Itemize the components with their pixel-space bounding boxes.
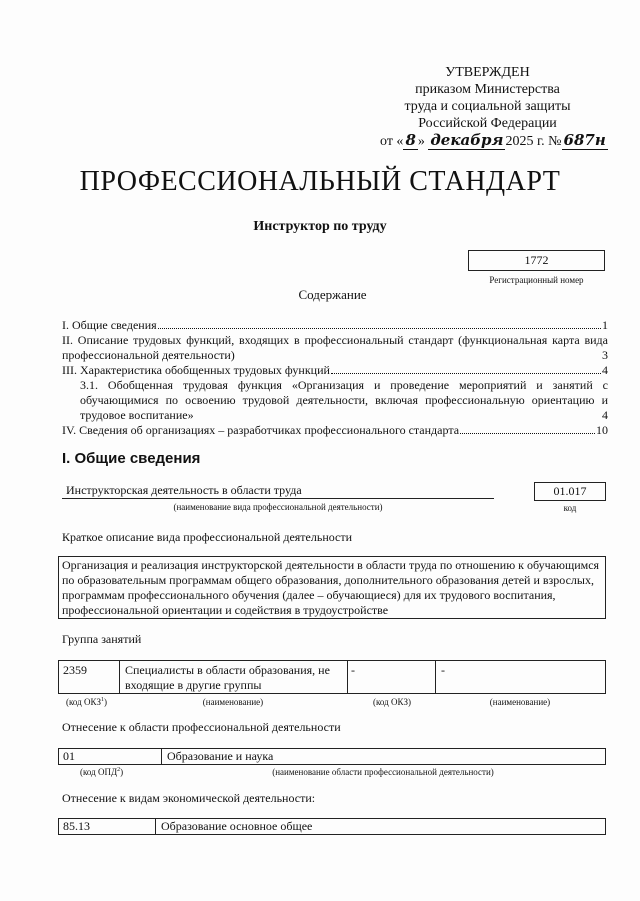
- toc-item-text: III. Характеристика обобщенных трудовых функций: [62, 363, 330, 377]
- econ-table: [58, 818, 606, 835]
- area-code: 01: [63, 749, 75, 763]
- econ-name: Образование основное общее: [161, 819, 313, 833]
- toc-item[interactable]: [62, 423, 608, 438]
- registration-label: Регистрационный номер: [489, 275, 584, 285]
- toc-item[interactable]: [62, 363, 608, 378]
- group-code-2: -: [351, 663, 355, 677]
- date-month: декабря: [430, 131, 504, 149]
- approval-stamp: [380, 64, 606, 150]
- date-prefix: от «: [380, 134, 404, 149]
- activity-caption: (наименование вида профессиональной деятельности): [173, 502, 383, 512]
- activity-code-box: 01.017: [534, 482, 606, 501]
- approval-line1: УТВЕРЖДЕН: [445, 65, 530, 80]
- toc-item-text: I. Общие сведения: [62, 318, 157, 332]
- toc-item-text: IV. Сведения об организациях – разработчиках профессионального стандарта: [62, 423, 460, 437]
- approval-line2: приказом Министерства: [415, 82, 560, 97]
- toc-item-page: 10: [596, 423, 608, 437]
- toc-item[interactable]: [62, 378, 608, 423]
- toc-item-page: 1: [602, 318, 608, 332]
- area-label: Отнесение к области профессиональной деятельности: [62, 720, 341, 734]
- okz-code-caption: (код ОКЗ$^1$): [66, 697, 107, 707]
- underline: [62, 498, 494, 499]
- toc-item-text: II. Описание трудовых функций, входящих в профессиональный стандарт (функциональная карта вида профессиональной деятельности): [62, 333, 608, 362]
- toc-item-text: 3.1. Обобщенная трудовая функция «Организация и проведение мероприятий и занятий с обучающимися по освоению трудовой деятельности, включая профессиональную ориентацию и трудовое воспитание»: [80, 378, 608, 422]
- toc-item-page: 4: [602, 363, 608, 377]
- approval-line4: Российской Федерации: [418, 116, 557, 131]
- econ-code: 85.13: [63, 819, 90, 833]
- group-name-1: Специалисты в области образования, не входящие в другие группы: [125, 663, 330, 692]
- standard-name: Инструктор по труду: [253, 219, 387, 234]
- toc-item-page: 3: [602, 348, 608, 362]
- order-number: 687н: [563, 131, 606, 149]
- occupation-group-label: Группа занятий: [62, 632, 142, 646]
- approval-line3: труда и социальной защиты: [404, 99, 571, 114]
- brief-description-box: Организация и реализация инструкторской деятельности в области труда по отношению к обучающимся по образовательным программам общего образования, дополнительного образования детей и взрослых, программам профессионального обучения (далее – обучающиеся) для их трудового воспитания, профессиональной ориентации и содействия в трудоустройстве: [58, 556, 606, 619]
- toc-item-page: 4: [602, 408, 608, 422]
- date-year: 2025 г. №: [505, 134, 562, 149]
- okz-code-caption-2: (код ОКЗ): [373, 697, 411, 707]
- okz-name-caption: (наименование): [202, 697, 264, 707]
- registration-number-box: 1772: [468, 250, 605, 271]
- group-name-2: -: [441, 663, 445, 677]
- table-of-contents: [62, 318, 608, 438]
- occupation-group-table: [58, 660, 606, 694]
- opd-code-caption: (код ОПД$^2$): [80, 767, 124, 777]
- econ-label: Отнесение к видам экономической деятельности:: [62, 791, 316, 805]
- toc-title: Содержание: [298, 287, 367, 302]
- toc-item[interactable]: [62, 318, 608, 333]
- group-code-1: 2359: [63, 663, 87, 677]
- date-day: 8: [405, 131, 416, 149]
- toc-item[interactable]: [62, 333, 608, 363]
- date-mid: »: [417, 134, 425, 149]
- section-heading: I. Общие сведения: [62, 450, 201, 467]
- code-caption: код: [563, 503, 577, 513]
- brief-description-label: Краткое описание вида профессиональной деятельности: [62, 530, 353, 544]
- area-name: Образование и наука: [167, 749, 274, 763]
- approval-date: [380, 131, 606, 150]
- activity-name: Инструкторская деятельность в области труда: [66, 483, 302, 497]
- okz-name-caption-2: (наименование): [489, 697, 551, 707]
- opd-name-caption: (наименование области профессиональной деятельности): [272, 767, 494, 777]
- document-title: ПРОФЕССИОНАЛЬНЫЙ СТАНДАРТ: [79, 166, 561, 197]
- area-table: [58, 748, 606, 765]
